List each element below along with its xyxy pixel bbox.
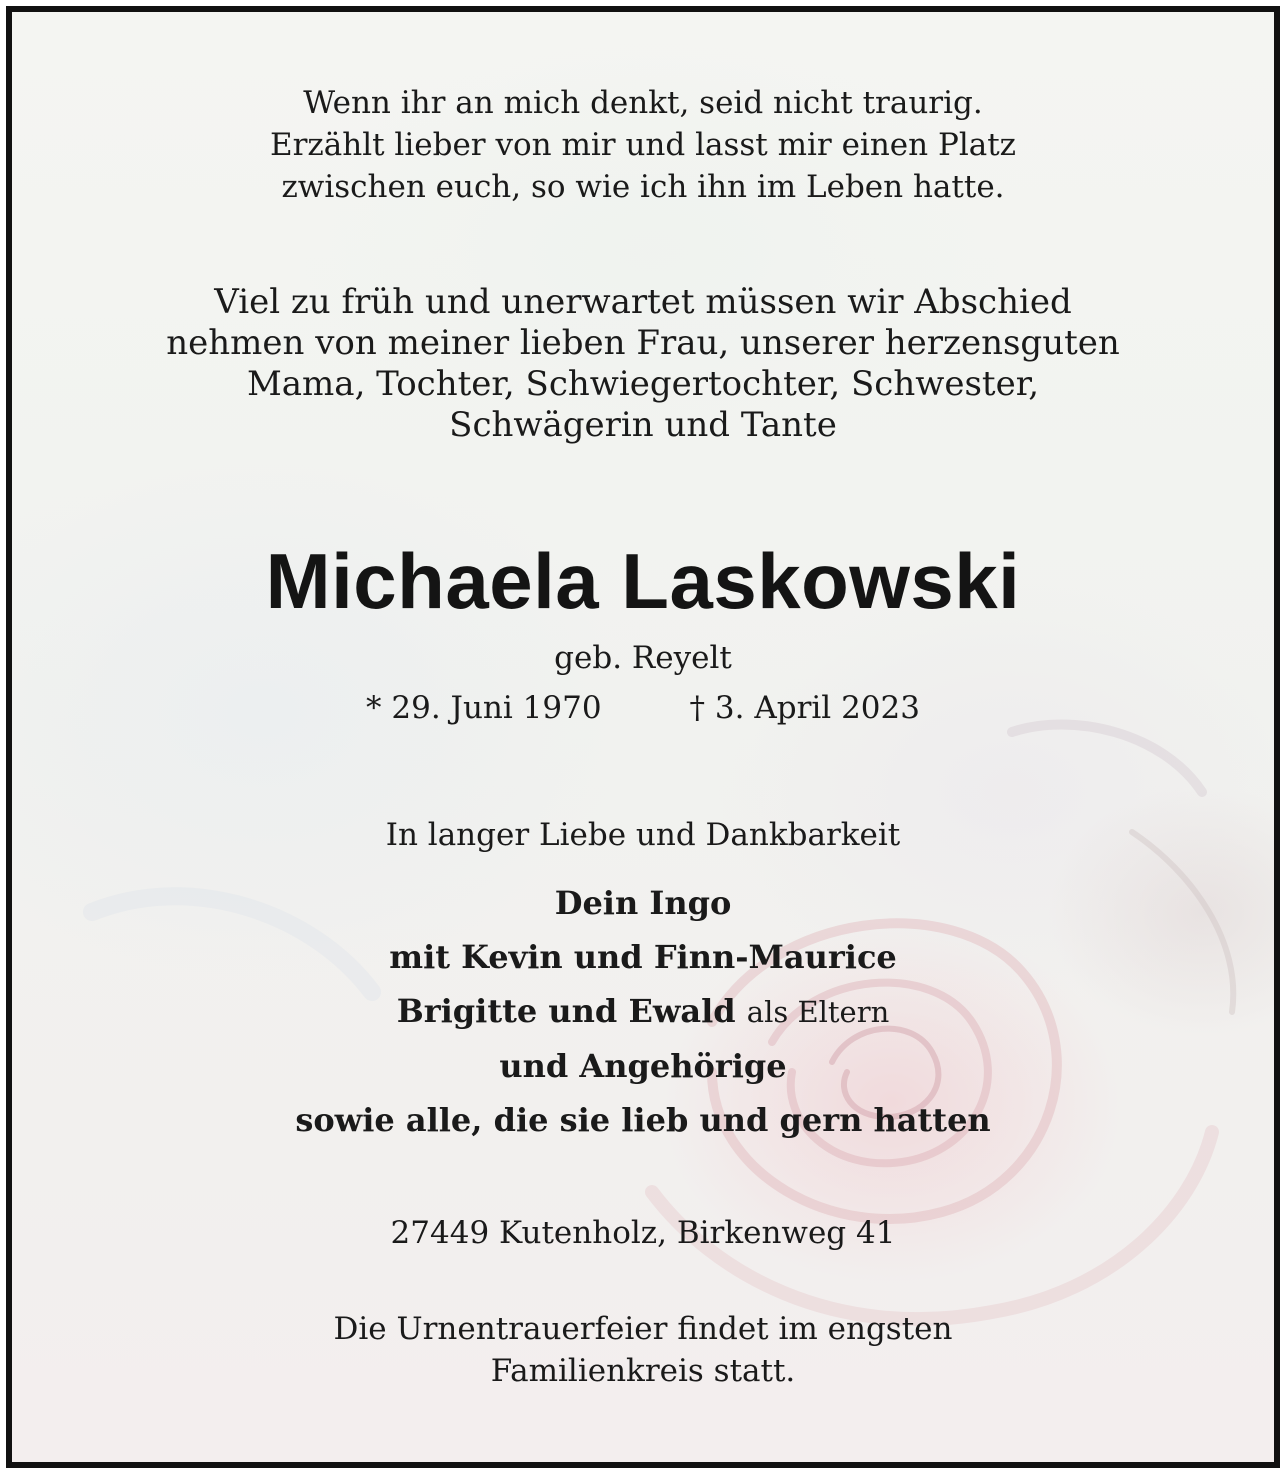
parents-names: Brigitte und Ewald <box>396 992 736 1030</box>
mourner-line: und Angehörige <box>499 1047 787 1085</box>
poem-line: Wenn ihr an mich denkt, seid nicht traurig. <box>303 85 983 121</box>
deceased-name: Michaela Laskowski <box>265 537 1021 625</box>
life-dates <box>12 686 1274 730</box>
note-line: Die Urnentrauerfeier findet im engsten <box>333 1311 953 1347</box>
note-line: Familienkreis statt. <box>490 1353 796 1389</box>
mourner-line: sowie alle, die sie lieb und gern hatten <box>295 1101 991 1139</box>
death-date: † 3. April 2023 <box>689 690 920 726</box>
mourner-line: Dein Ingo <box>554 884 732 922</box>
mourner-line: mit Kevin und Finn-Maurice <box>389 938 897 976</box>
birth-date: * 29. Juni 1970 <box>366 690 602 726</box>
intro-line: Viel zu früh und unerwartet müssen wir Abschied <box>214 282 1072 322</box>
intro-line: Schwägerin und Tante <box>449 405 837 445</box>
ceremony-note <box>12 1308 1274 1392</box>
mourner-line-parents <box>12 984 1274 1039</box>
obituary-notice <box>6 6 1280 1468</box>
birth-name: geb. Reyelt <box>554 640 732 676</box>
dedication: In langer Liebe und Dankbarkeit <box>385 817 901 853</box>
poem-line: Erzählt lieber von mir und lasst mir einen Platz <box>269 127 1017 163</box>
intro-line: nehmen von meiner lieben Frau, unserer herzensguten <box>166 323 1120 363</box>
parents-role: als Eltern <box>746 995 890 1029</box>
intro-line: Mama, Tochter, Schwiegertochter, Schwester, <box>246 364 1040 404</box>
mourners <box>12 876 1274 1147</box>
poem <box>12 82 1274 208</box>
intro-text <box>12 282 1274 446</box>
address: 27449 Kutenholz, Birkenweg 41 <box>390 1215 896 1251</box>
poem-line: zwischen euch, so wie ich ihn im Leben hatte. <box>281 169 1005 205</box>
